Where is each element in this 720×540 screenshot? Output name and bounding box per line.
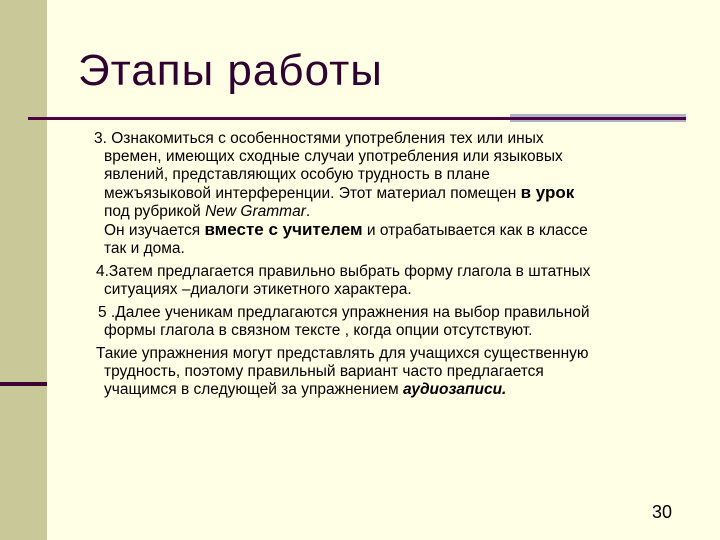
paragraph-6 — [90, 345, 690, 399]
para-3-line-7: так и дома. — [104, 240, 185, 257]
page-number: 30 — [652, 502, 673, 522]
para-5-line-1: 5 .Далее ученикам предлагаются упражнения на выбор правильной — [98, 304, 590, 321]
para-6-line-1: Такие упражнения могут представлять для учащихся существенную — [96, 345, 589, 362]
section-name: New Grammar — [205, 203, 306, 220]
para-3-line-3: явлений, представляющих особую трудность в плане — [104, 166, 490, 183]
slide-title: Этапы работы — [78, 46, 383, 95]
para-3-line-2: времен, имеющих сходные случаи употребления или языковых — [104, 148, 563, 165]
left-sidebar-band — [0, 0, 47, 540]
para-3-line-1: 3. Ознакомиться с особенностями употребления тех или иных — [94, 130, 544, 147]
para-4-line-2: ситуациях –диалоги этикетного характера. — [104, 281, 412, 298]
para-6-text: учащимся в следующей за упражнением — [104, 381, 403, 398]
para-6-line-2: трудность, поэтому правильный вариант часто предлагается — [104, 363, 544, 380]
para-5-line-2: формы глагола в связном тексте , когда опции отсутствуют. — [104, 322, 533, 339]
para-3-text: Он изучается — [104, 222, 205, 239]
para-3-text: под рубрикой — [104, 203, 206, 220]
title-underline — [28, 117, 686, 120]
sidebar-divider — [0, 382, 47, 386]
emphasis-teacher: вместе с учителем — [204, 220, 363, 239]
paragraph-4 — [90, 263, 690, 299]
para-6-line-3 — [90, 381, 690, 399]
para-3-text: и отрабатывается как в классе — [362, 222, 588, 239]
slide-body — [90, 130, 690, 404]
emphasis-audio: аудиозаписи. — [402, 381, 507, 398]
para-3-text: межъязыковой интерференции. Этот материал помещен — [104, 185, 521, 202]
para-3-line-6 — [90, 221, 690, 240]
paragraph-5 — [90, 304, 690, 340]
para-4-line-1: 4.Затем предлагается правильно выбрать форму глагола в штатных — [96, 263, 591, 280]
para-3-line-5 — [90, 203, 690, 221]
emphasis-lesson: в урок — [520, 183, 575, 202]
para-3-text: . — [305, 203, 311, 220]
paragraph-3 — [90, 130, 690, 258]
para-3-line-4 — [90, 184, 690, 203]
